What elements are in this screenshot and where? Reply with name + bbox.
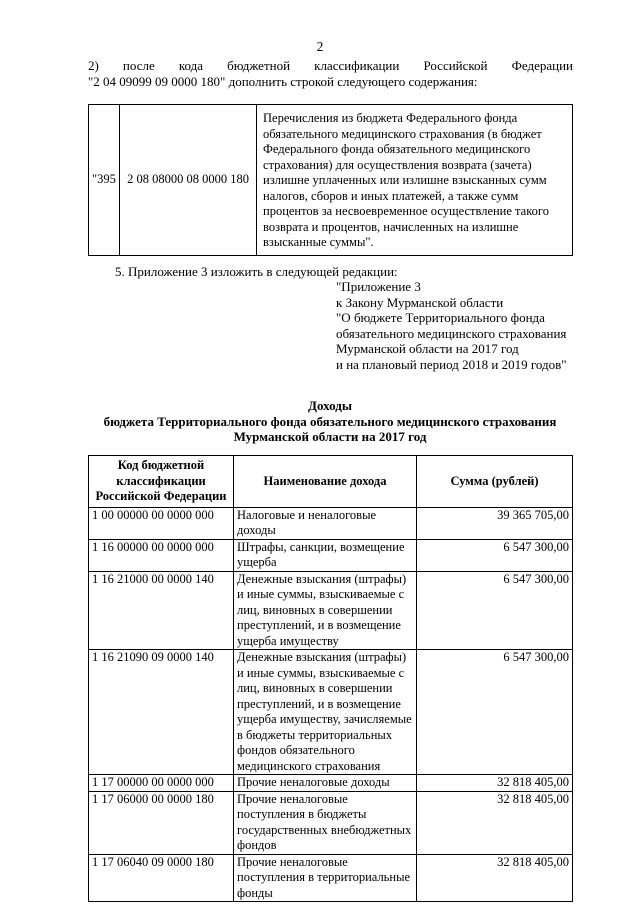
- section-heading: [40, 398, 620, 445]
- table-row: [89, 507, 573, 539]
- header-sum: Сумма (рублей): [417, 456, 573, 508]
- appendix-line: к Закону Мурманской области: [336, 294, 504, 310]
- table-row: [89, 571, 573, 650]
- income-description-cell: Перечисления из бюджета Федерального фонда обязательного медицинского страхования (в бюджет Федерального фонда обязательного медицинского страхования) для осуществления возврата (зачета) излишне уплаченных или излишне взысканных сумм налогов, сборов и иных платежей, а также сумм процентов за несвоевременное осуществление такого возврата и процентов, начисленных на излишне взысканные суммы".: [257, 105, 573, 256]
- table-header-row: [89, 456, 573, 508]
- row-sum: 32 818 405,00: [417, 775, 573, 792]
- income-table: [88, 455, 573, 902]
- appendix-line: "Приложение 3: [336, 279, 421, 294]
- paragraph-2-line-1: 2) после кода бюджетной классификации Российской Федерации: [88, 58, 573, 73]
- row-code: 1 16 21000 00 0000 140: [89, 571, 234, 650]
- table-row: [89, 791, 573, 854]
- row-code: 1 17 00000 00 0000 000: [89, 775, 234, 792]
- appendix-line: Мурманской области на 2017 год: [336, 341, 519, 356]
- row-name: Денежные взыскания (штрафы) и иные суммы, взыскиваемые с лиц, виновных в совершении преступлений, и в возмещение ущерба имуществу, зачисляемые в бюджеты территориальных фондов обязательного медицинского страхования: [234, 650, 417, 775]
- heading-line-2: бюджета Территориального фонда обязательного медицинского страхования: [103, 413, 557, 429]
- paragraph-2: [88, 58, 573, 90]
- row-name: Денежные взыскания (штрафы) и иные суммы, взыскиваемые с лиц, виновных в совершении преступлений, и в возмещение ущерба имуществу: [234, 571, 417, 650]
- header-name: Наименование дохода: [234, 456, 417, 508]
- row-code: 1 17 06000 00 0000 180: [89, 791, 234, 854]
- table-row: [89, 105, 573, 256]
- table-row: [89, 775, 573, 792]
- row-sum: 39 365 705,00: [417, 507, 573, 539]
- row-code: 1 16 00000 00 0000 000: [89, 539, 234, 571]
- header-code: Код бюджетной классификации Российской Федерации: [89, 456, 234, 508]
- heading-line-3: Мурманской области на 2017 год: [233, 429, 427, 444]
- admin-code-cell: "395: [89, 105, 120, 256]
- paragraph-2-line-2: "2 04 09099 09 0000 180" дополнить строкой следующего содержания:: [88, 74, 478, 89]
- appendix-line: и на плановый период 2018 и 2019 годов": [336, 356, 567, 372]
- budget-code-cell: 2 08 08000 08 0000 180: [120, 105, 257, 256]
- appendix-caption: [336, 279, 567, 372]
- row-name: Прочие неналоговые поступления в бюджеты государственных внебюджетных фондов: [234, 791, 417, 854]
- appendix-line: "О бюджете Территориального фонда: [336, 310, 545, 325]
- row-sum: 6 547 300,00: [417, 539, 573, 571]
- row-code: 1 17 06040 09 0000 180: [89, 854, 234, 902]
- heading-line-1: Доходы: [308, 398, 352, 413]
- page-number: 2: [316, 39, 324, 54]
- row-name: Штрафы, санкции, возмещение ущерба: [234, 539, 417, 571]
- row-name: Прочие неналоговые доходы: [234, 775, 417, 792]
- row-name: Налоговые и неналоговые доходы: [234, 507, 417, 539]
- table-row: [89, 650, 573, 775]
- table-row: [89, 539, 573, 571]
- row-sum: 6 547 300,00: [417, 650, 573, 775]
- row-sum: 32 818 405,00: [417, 854, 573, 902]
- row-name: Прочие неналоговые поступления в территориальные фонды: [234, 854, 417, 902]
- table-row: [89, 854, 573, 902]
- insert-row-table: [88, 104, 573, 256]
- row-code: 1 16 21090 09 0000 140: [89, 650, 234, 775]
- row-sum: 6 547 300,00: [417, 571, 573, 650]
- paragraph-5: 5. Приложение 3 изложить в следующей редакции:: [115, 264, 398, 279]
- row-code: 1 00 00000 00 0000 000: [89, 507, 234, 539]
- row-sum: 32 818 405,00: [417, 791, 573, 854]
- appendix-line: обязательного медицинского страхования: [336, 325, 567, 341]
